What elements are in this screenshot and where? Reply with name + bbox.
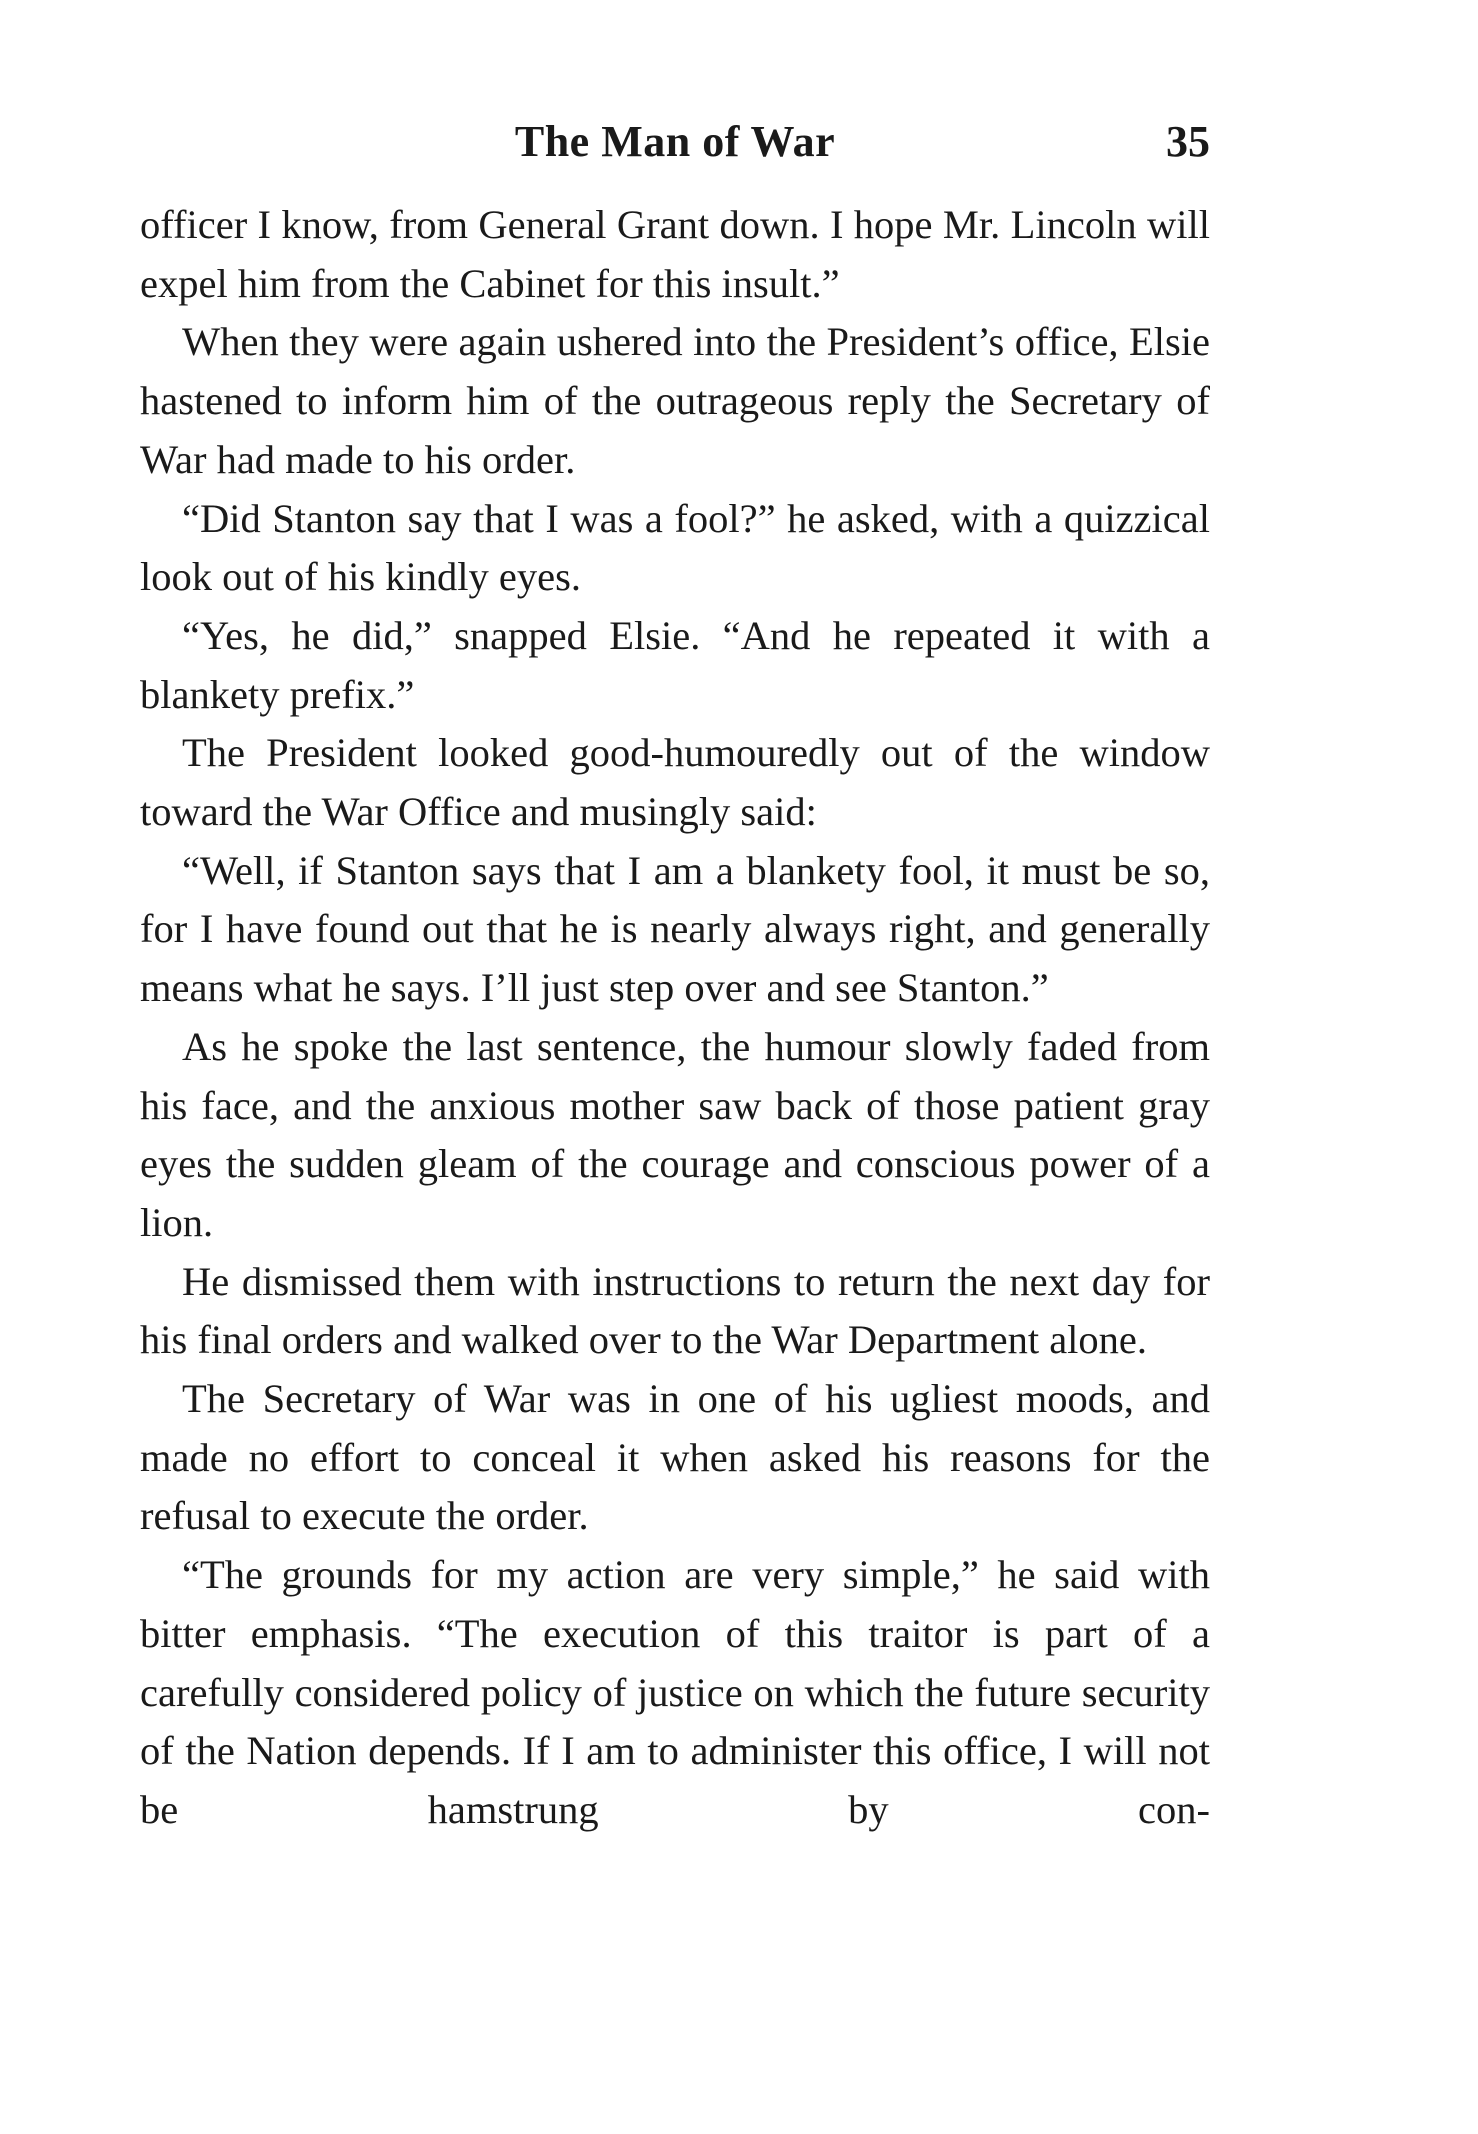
running-head [140,112,1210,172]
paragraph: “Well, if Stanton says that I am a blankety fool, it must be so, for I have found out that he is nearly always right, and generally means what he says. I’ll just step over and see Stanton.” [140,847,1210,1011]
paragraph: When they were again ushered into the President’s office, Elsie hastened to inform him of the outrageous reply the Secretary of War had made to his order. [140,319,1210,482]
paragraph: He dismissed them with instructions to return the next day for his final orders and walked over to the War Department alone. [140,1258,1210,1363]
paragraph: The President looked good-humouredly out of the window toward the War Office and musingly said: [140,730,1210,835]
running-title: The Man of War [514,117,836,166]
paragraph: officer I know, from General Grant down. I hope Mr. Lincoln will expel him from the Cabinet for this insult.” [140,202,1210,306]
paragraph: “Yes, he did,” snapped Elsie. “And he repeated it with a blankety prefix.” [140,612,1210,717]
body-text [140,196,1210,1840]
paragraph: The Secretary of War was in one of his ugliest moods, and made no effort to conceal it when asked his reasons for the refusal to execute the order. [140,1376,1210,1539]
paragraph: “Did Stanton say that I was a fool?” he asked, with a quizzical look out of his kindly eyes. [140,495,1210,600]
paragraph: As he spoke the last sentence, the humour slowly faded from his face, and the anxious mother saw back of those patient gray eyes the sudden gleam of the courage and conscious power of a lion. [140,1023,1210,1245]
page-number: 35 [1166,117,1210,166]
paragraph: “The grounds for my action are very simple,” he said with bitter emphasis. “The execution of this traitor is part of a carefully considered policy of justice on which the future security of the Nation depends. If I am to administer this office, I will not be hamstrung by con- [140,1552,1210,1832]
